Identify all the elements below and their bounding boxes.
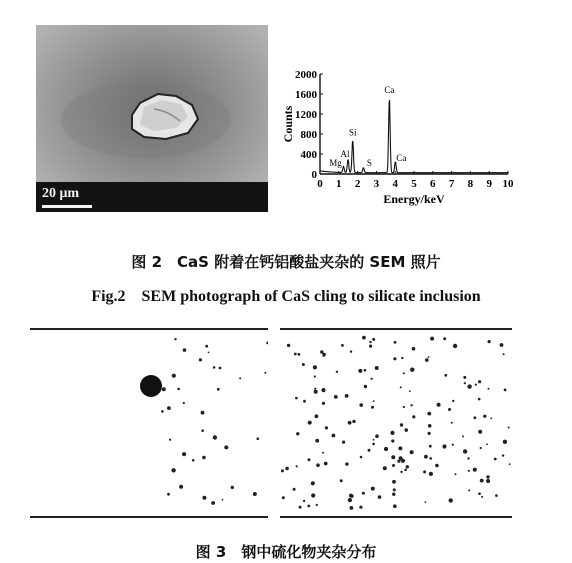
sulfide-dot — [350, 506, 354, 510]
sulfide-dot — [282, 496, 285, 499]
sulfide-dot — [430, 337, 434, 341]
sulfide-dot — [314, 388, 316, 390]
sulfide-dot — [486, 475, 489, 478]
sulfide-dot — [179, 485, 183, 489]
sulfide-dot — [314, 390, 318, 394]
sulfide-dot — [455, 473, 457, 475]
sulfide-dot — [508, 427, 510, 429]
sulfide-dot — [325, 426, 328, 429]
panel-top-border — [280, 328, 512, 330]
sulfide-dot — [473, 468, 477, 472]
sulfide-dot — [342, 441, 345, 444]
sulfide-dot — [478, 430, 482, 434]
sulfide-dot — [222, 499, 224, 501]
sulfide-dot — [494, 458, 497, 461]
sulfide-dot — [320, 350, 323, 353]
sulfide-dot — [480, 447, 482, 449]
sulfide-dot — [478, 398, 481, 401]
eds-spectrum — [282, 62, 522, 222]
sulfide-dot — [392, 464, 395, 467]
sulfide-dot — [410, 450, 414, 454]
sulfide-dot — [334, 395, 338, 399]
figure2-caption-en: Fig.2 SEM photograph of CaS cling to silicate inclusion — [91, 288, 481, 305]
sulfide-dot — [371, 487, 375, 491]
sulfide-dot — [362, 336, 366, 340]
sulfide-dot — [486, 479, 490, 483]
sulfide-dot — [475, 384, 477, 386]
sulfide-dot — [399, 456, 403, 460]
sulfide-dot — [350, 495, 353, 498]
sulfide-dot — [449, 498, 453, 502]
sulfide-dot — [486, 443, 488, 445]
sulfide-dot — [478, 492, 481, 495]
sulfide-dot — [409, 390, 411, 392]
sulfide-dot — [359, 403, 363, 407]
x-tick-label: 6 — [430, 178, 436, 190]
sulfide-dot — [257, 437, 260, 440]
sulfide-dot — [429, 472, 433, 476]
sulfide-dot — [172, 374, 176, 378]
sulfide-dot — [371, 378, 373, 380]
sulfide-dot — [253, 492, 257, 496]
peak-label-mg: Mg — [329, 158, 342, 168]
sulfide-dot — [488, 340, 491, 343]
sulfide-dot — [410, 404, 412, 406]
sulfide-dot — [364, 369, 367, 372]
sulfide-dot — [322, 452, 324, 454]
sulfide-dot — [410, 368, 414, 372]
sulfide-dot — [394, 341, 397, 344]
sulfide-dot — [217, 388, 220, 391]
sulfide-dot — [183, 348, 187, 352]
sulfide-dot — [435, 464, 439, 468]
sulfide-dot — [336, 371, 338, 373]
sulfide-dot — [199, 358, 202, 361]
x-tick-label: 8 — [467, 178, 474, 190]
sulfide-dot — [463, 449, 467, 453]
sulfide-dot — [444, 374, 447, 377]
sulfide-dot — [287, 344, 290, 347]
sulfide-dot — [488, 388, 490, 390]
sem-photograph — [36, 25, 268, 212]
sulfide-dot — [211, 501, 215, 505]
sulfide-dot — [490, 417, 492, 419]
eds-chart — [282, 62, 522, 222]
x-tick-label: 10 — [502, 178, 514, 190]
sulfide-dot — [462, 435, 464, 437]
y-tick-label: 400 — [300, 149, 317, 161]
sulfide-dot — [412, 347, 416, 351]
sulfide-dot — [295, 397, 298, 400]
sulfide-dot — [162, 387, 166, 391]
sulfide-map-left — [30, 328, 268, 520]
sulfide-dot — [398, 446, 402, 450]
sulfide-dot — [467, 384, 471, 388]
sulfide-dot — [341, 344, 344, 347]
sulfide-dot — [391, 439, 394, 442]
sulfide-dot — [307, 505, 310, 508]
sulfide-dot — [348, 498, 352, 502]
scalebar-label: 20 μm — [42, 186, 80, 201]
sulfide-dot — [303, 500, 305, 502]
sulfide-dot — [314, 375, 316, 377]
sulfide-dot — [404, 428, 408, 432]
sulfide-dot — [429, 445, 432, 448]
sulfide-dot — [311, 481, 315, 485]
panel-bottom-border — [280, 516, 512, 518]
sulfide-dot — [393, 357, 396, 360]
sulfide-dot — [294, 353, 297, 356]
sulfide-dot — [231, 486, 234, 489]
sulfide-dot — [392, 480, 396, 484]
sulfide-dot — [371, 406, 374, 409]
sulfide-dot — [183, 402, 185, 404]
large-sulfide-particle — [140, 375, 162, 397]
sulfide-dot — [424, 455, 428, 459]
sulfide-dot — [171, 468, 175, 472]
sulfide-dot — [281, 469, 284, 472]
sulfide-dot — [239, 377, 241, 379]
sulfide-dot — [213, 366, 216, 369]
sulfide-dot — [503, 440, 507, 444]
x-axis-label: Energy/keV — [383, 192, 445, 206]
x-tick-label: 0 — [317, 178, 323, 190]
sulfide-dot — [362, 492, 365, 495]
sulfide-dot — [324, 462, 328, 466]
y-axis-label: Counts — [282, 105, 295, 143]
sulfide-dot — [167, 406, 171, 410]
sulfide-dot — [478, 380, 481, 383]
panel-bottom-border — [30, 516, 268, 518]
sulfide-dot — [364, 385, 367, 388]
sulfide-dot — [502, 454, 504, 456]
sulfide-dot — [481, 496, 483, 498]
sulfide-dot — [323, 354, 326, 357]
sulfide-dot — [480, 479, 484, 483]
small-sulfide-particles — [281, 336, 511, 510]
sulfide-dot — [372, 443, 375, 446]
sulfide-dot — [368, 449, 371, 452]
sulfide-dot — [392, 493, 395, 496]
sulfide-dot — [296, 432, 299, 435]
sulfide-dot — [373, 439, 375, 441]
sulfide-dot — [453, 344, 457, 348]
sulfide-dot — [161, 410, 164, 413]
sulfide-dot — [345, 462, 348, 465]
sulfide-dot — [428, 424, 432, 428]
sulfide-dot — [321, 388, 325, 392]
x-tick-label: 3 — [373, 178, 380, 190]
sulfide-dot — [467, 457, 469, 459]
y-tick-label: 1200 — [295, 109, 317, 121]
sulfide-dot — [400, 471, 402, 473]
x-tick-label: 7 — [448, 178, 455, 190]
sulfide-dot — [360, 456, 363, 459]
sulfide-dot — [369, 341, 371, 343]
sulfide-dot — [373, 400, 375, 402]
sulfide-dot — [406, 465, 409, 468]
x-tick-label: 4 — [392, 178, 398, 190]
sulfide-dot — [182, 452, 186, 456]
figure3-caption-cn: 图 3 钢中硫化物夹杂分布 — [195, 543, 377, 561]
sulfide-dot — [296, 465, 298, 467]
sulfide-dot — [303, 400, 306, 403]
sulfide-dot — [213, 435, 217, 439]
sulfide-dot — [359, 506, 362, 509]
sulfide-dot — [401, 357, 403, 359]
sulfide-dot — [285, 467, 289, 471]
sulfide-dot — [311, 493, 315, 497]
x-tick-label: 5 — [411, 178, 417, 190]
sulfide-dot — [299, 506, 302, 509]
sulfide-dot — [400, 423, 403, 426]
sulfide-dot — [322, 402, 325, 405]
peak-label-al: Al — [340, 149, 350, 159]
sulfide-dot — [509, 463, 511, 465]
y-tick-label: 800 — [300, 129, 317, 141]
sulfide-dot — [464, 382, 466, 384]
sulfide-dot — [352, 420, 355, 423]
sulfide-dot — [192, 459, 195, 462]
sulfide-dot — [437, 403, 441, 407]
sulfide-dot — [202, 456, 206, 460]
sulfide-dot — [427, 412, 431, 416]
sulfide-dot — [167, 493, 170, 496]
sulfide-dot — [468, 470, 470, 472]
sulfide-dot — [174, 338, 176, 340]
sulfide-dot — [393, 504, 397, 508]
sulfide-dot — [348, 421, 352, 425]
sulfide-dot — [266, 342, 268, 345]
sulfide-dot — [315, 414, 319, 418]
sulfide-dot — [393, 488, 396, 491]
sulfide-dot — [332, 434, 336, 438]
sulfide-dot — [383, 466, 387, 470]
sulfide-dot — [208, 352, 210, 354]
sulfide-dot — [375, 434, 379, 438]
sulfide-dots-left — [30, 328, 268, 520]
sulfide-dot — [452, 444, 454, 446]
sulfide-dot — [219, 367, 222, 370]
sulfide-dot — [500, 343, 504, 347]
sulfide-dot — [358, 369, 362, 373]
sulfide-dot — [316, 504, 318, 506]
sulfide-dot — [474, 416, 477, 419]
sulfide-dot — [369, 345, 372, 348]
sulfide-dot — [201, 411, 205, 415]
sulfide-dot — [293, 488, 296, 491]
y-tick-label: 1600 — [295, 89, 317, 101]
sulfide-dot — [345, 394, 349, 398]
peak-label-ca: Ca — [384, 85, 395, 95]
sulfide-dot — [412, 415, 415, 418]
sulfide-dot — [177, 388, 180, 391]
sulfide-dot — [264, 372, 266, 374]
sulfide-dot — [400, 386, 402, 388]
sulfide-dot — [403, 406, 405, 408]
sulfide-dot — [451, 422, 453, 424]
x-tick-label: 9 — [486, 178, 492, 190]
sulfide-dot — [308, 458, 311, 461]
sulfide-dot — [315, 439, 319, 443]
y-tick-label: 0 — [311, 169, 317, 181]
x-tick-label: 1 — [336, 178, 342, 190]
sulfide-dot — [403, 372, 405, 374]
sulfide-dot — [503, 353, 505, 355]
sulfide-dot — [429, 457, 432, 460]
sulfide-dot — [298, 353, 301, 356]
sulfide-dot — [316, 463, 320, 467]
sulfide-dots-right — [280, 328, 512, 520]
sulfide-dot — [448, 408, 451, 411]
small-sulfide-particles — [161, 338, 268, 505]
sulfide-dot — [205, 345, 208, 348]
sulfide-dot — [202, 496, 206, 500]
sulfide-map-right — [280, 328, 512, 520]
sulfide-dot — [378, 495, 382, 499]
sulfide-dot — [425, 501, 427, 503]
peak-label-ca: Ca — [396, 153, 407, 163]
peak-label-s: S — [366, 158, 372, 168]
scalebar-line — [42, 205, 92, 208]
sulfide-dot — [390, 431, 394, 435]
sulfide-dot — [423, 470, 426, 473]
sulfide-dot — [169, 439, 171, 441]
sulfide-dot — [313, 365, 317, 369]
panel-top-border — [30, 328, 268, 330]
sulfide-dot — [483, 415, 486, 418]
sulfide-dot — [425, 358, 429, 362]
sulfide-dot — [428, 432, 431, 435]
sulfide-dot — [404, 469, 407, 472]
sulfide-dot — [443, 337, 446, 340]
sulfide-dot — [495, 494, 498, 497]
sulfide-dot — [428, 356, 430, 358]
sulfide-dot — [340, 479, 343, 482]
sulfide-dot — [350, 350, 352, 352]
peak-label-si: Si — [348, 127, 357, 138]
x-tick-label: 2 — [354, 178, 361, 190]
sulfide-dot — [452, 400, 454, 402]
figure2-caption-cn: 图 2 CaS 附着在钙铝酸盐夹杂的 SEM 照片 — [131, 253, 441, 271]
y-tick-label: 2000 — [295, 69, 317, 81]
sulfide-dot — [372, 338, 375, 341]
sulfide-dot — [463, 376, 466, 379]
sulfide-dot — [504, 389, 507, 392]
sulfide-dot — [442, 444, 446, 448]
sulfide-dot — [201, 429, 204, 432]
sulfide-dot — [302, 363, 305, 366]
sulfide-dot — [308, 421, 312, 425]
sulfide-dot — [224, 445, 228, 449]
sulfide-dot — [468, 489, 470, 491]
sulfide-dot — [384, 447, 388, 451]
sulfide-dot — [375, 366, 379, 370]
sulfide-dot — [391, 455, 395, 459]
